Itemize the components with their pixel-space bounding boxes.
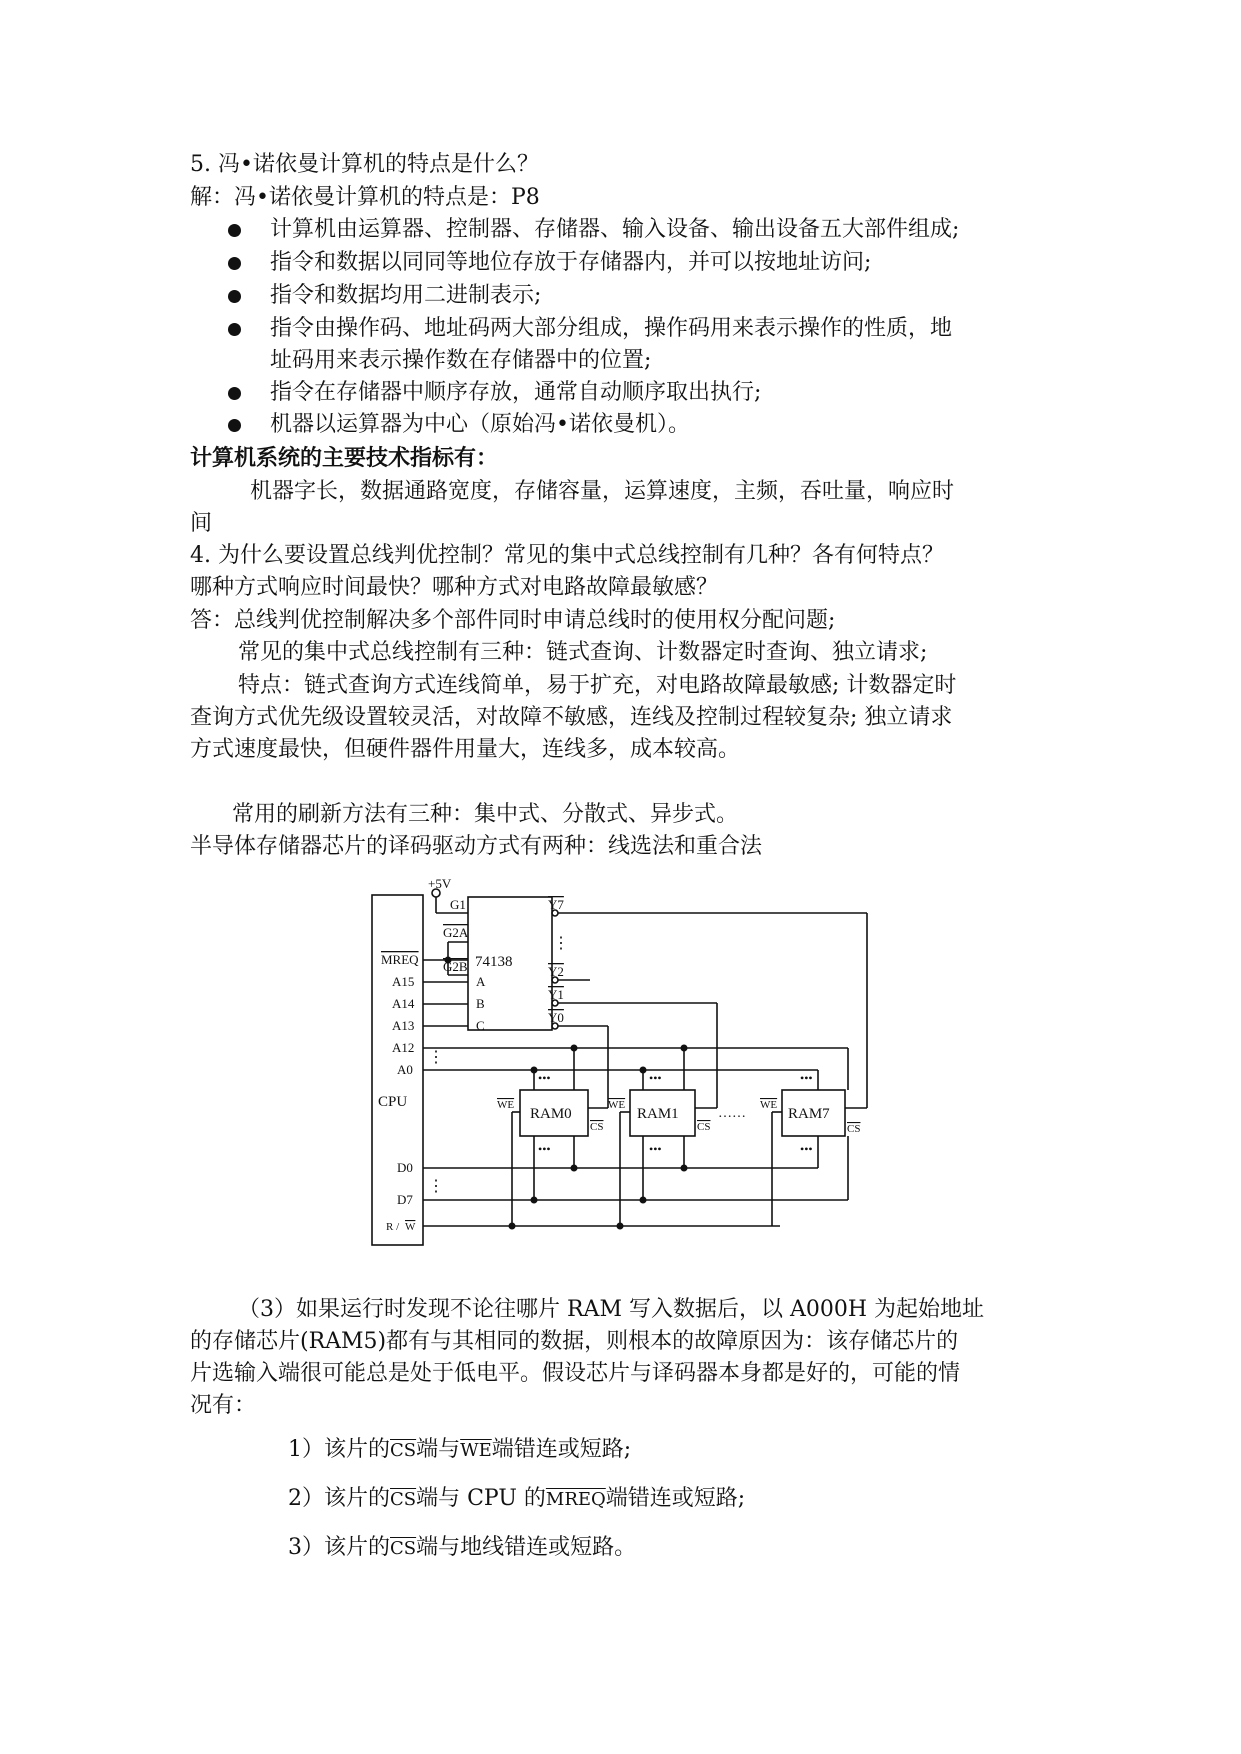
fault-item-3: 3）该片的$\overline{CS}$端与地线错连或短路。 (288, 1535, 637, 1560)
y7-label: Y7 (548, 897, 564, 912)
q5-answer-intro: 解：冯•诺依曼计算机的特点是：P8 (190, 185, 540, 210)
ram0-label: RAM0 (530, 1106, 572, 1122)
q5-bullet-4-cont: 址码用来表示操作数在存储器中的位置; (270, 348, 652, 373)
q4-answer-line-4: 查询方式优先级设置较灵活，对故障不敏感，连线及控制过程较复杂; 独立请求 (190, 705, 953, 730)
ram7-we-label: WE (760, 1099, 778, 1111)
q5-title: 5. 冯•诺依曼计算机的特点是什么？ (190, 152, 539, 177)
ram7-bottom-dots: ••• (800, 1142, 813, 1156)
bullet-icon (228, 387, 241, 400)
ram0-bottom-dots: ••• (538, 1142, 551, 1156)
q5-bullet-6: 机器以运算器为中心（原始冯•诺依曼机）。 (270, 412, 690, 437)
q4-question-line-1: 4. 为什么要设置总线判优控制？常见的集中式总线控制有几种？各有何特点？ (190, 543, 944, 568)
memory-decoder-circuit-diagram (360, 870, 880, 1250)
q4-answer-line-3: 特点：链式查询方式连线简单，易于扩充，对电路故障最敏感; 计数器定时 (238, 673, 957, 698)
q5-bullet-2: 指令和数据以同同等地位存放于存储器内，并可以按地址访问; (270, 250, 872, 275)
bullet-icon (228, 290, 241, 303)
ram-ellipsis: …… (718, 1106, 746, 1121)
q4-answer-line-1: 答：总线判优控制解决多个部件同时申请总线时的使用权分配问题; (190, 608, 836, 633)
cpu-label: CPU (378, 1094, 408, 1110)
ram1-top-dots: ••• (649, 1071, 662, 1085)
ram0-cs-label: CS (590, 1121, 604, 1133)
ram7-label: RAM7 (788, 1106, 830, 1122)
bullet-icon (228, 419, 241, 432)
ram1-we-label: WE (608, 1099, 626, 1111)
metrics-line-1: 机器字长，数据通路宽度，存储容量，运算速度，主频，吞吐量，响应时 (250, 479, 955, 504)
rw-r-label: R / (386, 1221, 400, 1233)
d0-label: D0 (397, 1160, 413, 1175)
fault-para-line-3: 片选输入端很可能总是处于低电平。假设芯片与译码器本身都是好的，可能的情 (190, 1361, 961, 1386)
ram0-we-label: WE (497, 1099, 515, 1111)
y0-label: Y0 (548, 1010, 564, 1025)
a12-label: A12 (392, 1040, 415, 1055)
q4-answer-line-5: 方式速度最快，但硬件器件用量大，连线多，成本较高。 (190, 737, 741, 762)
cs-overline: $\overline{CS}$ (390, 1489, 417, 1510)
ram0-top-dots: ••• (538, 1071, 551, 1085)
refresh-line-1: 常用的刷新方法有三种：集中式、分散式、异步式。 (232, 802, 739, 827)
metrics-line-2: 间 (190, 511, 213, 536)
we-overline: $\overline{WE}$ (460, 1440, 492, 1461)
metrics-heading: 计算机系统的主要技术指标有： (190, 446, 499, 471)
mreq-overline: MREQ (545, 1489, 606, 1510)
a13-label: A13 (392, 1018, 415, 1033)
ram7-top-dots: ••• (800, 1071, 813, 1085)
fault-item-2: 2）该片的$\overline{CS}$端与 CPU 的MREQ端错连或短路; (288, 1486, 746, 1511)
a14-label: A14 (392, 996, 415, 1011)
q4-answer-line-2: 常见的集中式总线控制有三种：链式查询、计数器定时查询、独立请求; (238, 640, 928, 665)
vcc-label: +5V (428, 876, 452, 891)
q4-question-line-2: 哪种方式响应时间最快？哪种方式对电路故障最敏感？ (190, 575, 719, 600)
ram7-cs-label: CS (847, 1123, 861, 1135)
q5-bullet-4: 指令由操作码、地址码两大部分组成，操作码用来表示操作的性质，地 (270, 316, 953, 341)
decoder-label: 74138 (475, 954, 513, 970)
y1-label: Y1 (548, 987, 564, 1002)
ram1-cs-label: CS (697, 1121, 711, 1133)
g1-label: G1 (450, 897, 466, 912)
q5-bullet-1: 计算机由运算器、控制器、存储器、输入设备、输出设备五大部件组成; (270, 217, 960, 242)
bullet-icon (228, 224, 241, 237)
cs-overline: $\overline{CS}$ (390, 1538, 417, 1559)
input-a-label: A (476, 974, 486, 989)
mreq-label: MREQ (381, 952, 419, 967)
ram1-label: RAM1 (637, 1106, 679, 1122)
y-vdots: ⋮ (553, 935, 569, 952)
refresh-line-2: 半导体存储器芯片的译码驱动方式有两种：线选法和重合法 (190, 834, 763, 859)
y2-label: Y2 (548, 964, 564, 979)
rw-w-label: W (405, 1221, 416, 1233)
input-b-label: B (476, 996, 485, 1011)
fault-para-line-2: 的存储芯片(RAM5)都有与其相同的数据，则根本的故障原因为：该存储芯片的 (190, 1329, 959, 1354)
d7-label: D7 (397, 1192, 413, 1207)
ram1-bottom-dots: ••• (649, 1142, 662, 1156)
bullet-icon (228, 323, 241, 336)
cs-overline: $\overline{CS}$ (390, 1440, 417, 1461)
a0-label: A0 (397, 1062, 413, 1077)
q5-bullet-5: 指令在存储器中顺序存放，通常自动顺序取出执行; (270, 380, 762, 405)
fault-para-line-1: （3）如果运行时发现不论往哪片 RAM 写入数据后，以 A000H 为起始地址 (238, 1297, 985, 1322)
fault-para-line-4: 况有： (190, 1393, 257, 1418)
addr-vdots: ⋮ (428, 1049, 444, 1066)
q5-bullet-3: 指令和数据均用二进制表示; (270, 283, 542, 308)
bullet-icon (228, 257, 241, 270)
a15-label: A15 (392, 974, 415, 989)
g2b-label: G2B (443, 959, 468, 974)
input-c-label: C (476, 1018, 485, 1033)
g2a-label: G2A (443, 925, 469, 940)
fault-item-1: 1）该片的$\overline{CS}$端与$\overline{WE}$端错连或短路; (288, 1437, 632, 1462)
data-vdots: ⋮ (428, 1178, 444, 1195)
